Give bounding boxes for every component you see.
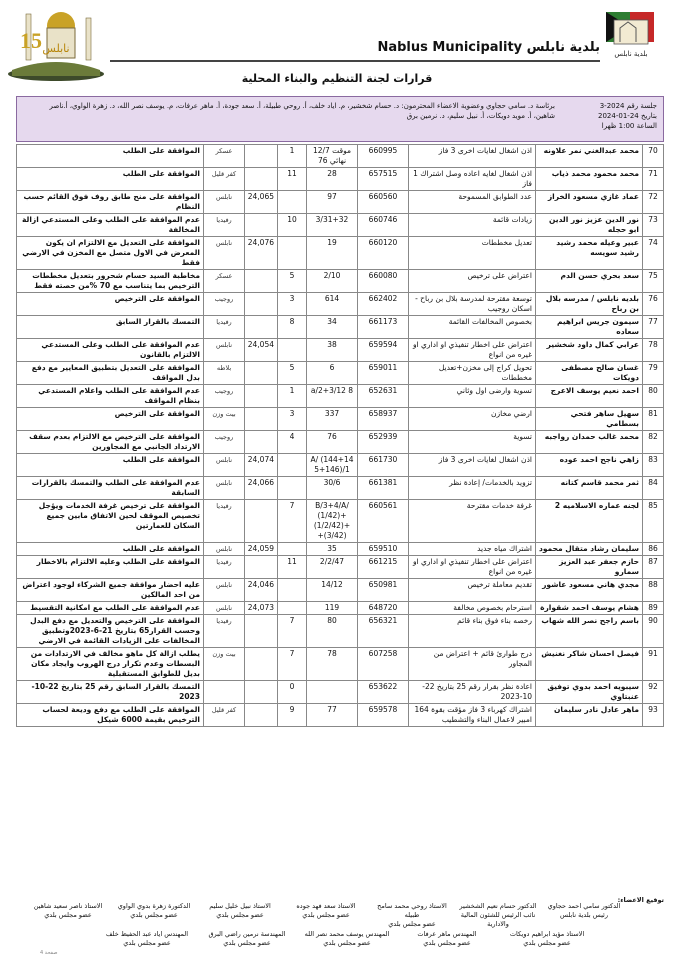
signature-block	[300, 930, 394, 948]
plot-number: 38	[307, 339, 358, 362]
block-number: 7	[278, 648, 307, 681]
basin-number	[245, 316, 278, 339]
application-id: 660080	[358, 270, 409, 293]
table-row	[17, 214, 664, 237]
decision-text: الموافقة على الطلب	[17, 543, 204, 556]
signatory-name: الدكتور حسام نعيم الشخشير	[459, 902, 537, 910]
row-number: 70	[643, 145, 664, 168]
row-number: 84	[643, 477, 664, 500]
block-number	[278, 339, 307, 362]
session-details	[573, 101, 657, 131]
request-type: اعادة نظر بقرار رقم 25 بتاريخ 22-10-2023	[409, 681, 536, 704]
request-type: ارضي مخازن	[409, 408, 536, 431]
request-type: اذن اشغال لغايات اخرى 3 فاز	[409, 145, 536, 168]
zone-name: نابلس	[204, 237, 245, 270]
applicant-name: لجنه عماره الاسلاميه 2	[536, 500, 643, 543]
row-number: 91	[643, 648, 664, 681]
signatory-role: عضو مجلس بلدي	[44, 911, 92, 919]
signature-block	[114, 902, 194, 920]
decision-text: عدم الموافقة على الطلب مع امكانية التقسيط	[17, 602, 204, 615]
zone-name: نابلس	[204, 543, 245, 556]
basin-number: 24,074	[245, 454, 278, 477]
basin-number	[245, 293, 278, 316]
decision-text: الموافقة على الطلب	[17, 168, 204, 191]
applicant-name: مجدي هاني مسعود عاشور	[536, 579, 643, 602]
basin-number	[245, 556, 278, 579]
table-row	[17, 602, 664, 615]
table-row	[17, 237, 664, 270]
request-type: بخصوص المخالفات القائمة	[409, 316, 536, 339]
decision-text: عدم الموافقة على الطلب واعلام المستدعي بنظام المواقف	[17, 385, 204, 408]
request-type: اعتراض على ترخيص	[409, 270, 536, 293]
signature-block	[28, 902, 108, 920]
decision-text: الموافقة على الطلب	[17, 145, 204, 168]
row-number: 72	[643, 191, 664, 214]
signature-block	[458, 902, 538, 929]
basin-number	[245, 168, 278, 191]
block-number: 11	[278, 168, 307, 191]
basin-number	[245, 704, 278, 727]
signatory-name: الاستاذ ناصر سعيد شاهين	[33, 902, 103, 910]
block-number: 3	[278, 293, 307, 316]
zone-name: نابلس	[204, 477, 245, 500]
block-number: 5	[278, 270, 307, 293]
application-id: 659011	[358, 362, 409, 385]
signatory-role: عضو مجلس بلدي	[388, 920, 436, 928]
block-number: 11	[278, 556, 307, 579]
signature-block	[286, 902, 366, 920]
zone-name: بيت وزن	[204, 648, 245, 681]
basin-number: 24,073	[245, 602, 278, 615]
decisions-table-body	[17, 145, 664, 727]
plot-number: 6	[307, 362, 358, 385]
zone-name: كفر قليل	[204, 168, 245, 191]
table-row	[17, 500, 664, 543]
basin-number: 24,046	[245, 579, 278, 602]
plot-number: 35	[307, 543, 358, 556]
signatory-role: عضو مجلس بلدي	[423, 939, 471, 947]
signatory-role: عضو مجلس بلدي	[323, 939, 371, 947]
row-number: 82	[643, 431, 664, 454]
applicant-name: سيمون جريس ابراهيم سعاده	[536, 316, 643, 339]
request-type: تسوية وارضى اول وثاني	[409, 385, 536, 408]
applicant-name: سليمان رشاد متقال محمود	[536, 543, 643, 556]
page-number: صفحة 4	[40, 950, 58, 956]
decision-text: يطلب ازالة كل ماهو مخالف في الارتدادات من البسطات وعدم تكرار درج الهروب وايجاد مكان بديل للطوابق المستقبلية	[17, 648, 204, 681]
application-id: 660120	[358, 237, 409, 270]
basin-number	[245, 385, 278, 408]
block-number: 10	[278, 214, 307, 237]
table-row	[17, 477, 664, 500]
municipality-name: Nablus Municipality بلدية نابلس	[377, 40, 600, 55]
zone-name: روجيب	[204, 385, 245, 408]
table-row	[17, 385, 664, 408]
zone-name: رفيديا	[204, 214, 245, 237]
signature-block	[372, 902, 452, 929]
signature-block	[200, 930, 294, 948]
plot-number: a/2+3/12 8	[307, 385, 358, 408]
signatory-name: المهندس ماهر عرفات	[417, 930, 477, 938]
plot-number: 77	[307, 704, 358, 727]
basin-number	[245, 431, 278, 454]
plot-number: 76	[307, 431, 358, 454]
application-id: 652939	[358, 431, 409, 454]
decision-text: الموافقة على الترخيص	[17, 408, 204, 431]
zone-name	[204, 681, 245, 704]
application-id: 660561	[358, 500, 409, 543]
municipality-seal-icon	[600, 8, 662, 64]
request-type: اشتراك كهرباء 3 فاز مؤقت بقوة 164 امبير لاعمال البناء والتشطيب	[409, 704, 536, 727]
decision-text: الموافقة على ترخيص غرفة الخدمات ويؤجل تخصيص الموقف لحين الاتفاق مابين جميع السكان للعمارتين	[17, 500, 204, 543]
application-id: 656321	[358, 615, 409, 648]
signature-block	[100, 930, 194, 948]
session-date: بتاريخ 24-01-2024	[598, 112, 657, 120]
decision-text: الموافقة على الترخيص والتعديل مع دفع البدل وحسب القرار65 بتاريخ 21-6-2023وتطبيق المخالفات على الزيادات القائمة في الارضي	[17, 615, 204, 648]
request-type: تسوية	[409, 431, 536, 454]
signatory-name: الاستاذ مؤيد ابراهيم دويكات	[509, 930, 585, 938]
block-number	[278, 191, 307, 214]
table-row	[17, 431, 664, 454]
mosque-emblem-icon	[6, 4, 106, 82]
zone-name: نابلس	[204, 602, 245, 615]
plot-number: 34	[307, 316, 358, 339]
block-number	[278, 579, 307, 602]
request-type: تحويل كراج إلى مخزن+تعديل مخططات	[409, 362, 536, 385]
signatory-name: الاستاذ روحي محمد سامح طبيله	[377, 902, 447, 919]
basin-number	[245, 145, 278, 168]
block-number	[278, 237, 307, 270]
signatory-name: الاستاذ نبيل خليل سليم	[209, 902, 271, 910]
table-row	[17, 615, 664, 648]
application-id: 607258	[358, 648, 409, 681]
signatory-role: عضو مجلس بلدي	[223, 939, 271, 947]
application-id: 660560	[358, 191, 409, 214]
request-type: درج طوارئ قائم + اعتراض من المجاور	[409, 648, 536, 681]
header-bar	[110, 38, 600, 62]
plot-number: 2/10	[307, 270, 358, 293]
signatures-section	[16, 896, 664, 956]
zone-name: رفيديا	[204, 615, 245, 648]
plot-number: 614	[307, 293, 358, 316]
table-row	[17, 191, 664, 214]
table-row	[17, 454, 664, 477]
table-row	[17, 293, 664, 316]
request-type: تعديل مخططات	[409, 237, 536, 270]
signature-block	[400, 930, 494, 948]
decision-text: الموافقة على الترخيص مع الالتزام بعدم سقف الارتداد الجانبي مع المجاورين	[17, 431, 204, 454]
block-number: 3	[278, 408, 307, 431]
table-row	[17, 704, 664, 727]
application-id: 659578	[358, 704, 409, 727]
signature-block	[544, 902, 624, 920]
block-number	[278, 543, 307, 556]
decision-text: الموافقة على التعديل مع الالتزام ان يكون المعرض في الاول متصل مع المخزن في الارضي فقط	[17, 237, 204, 270]
zone-name: نابلس	[204, 579, 245, 602]
table-row	[17, 543, 664, 556]
request-type: تقديم معاملة ترخيص	[409, 579, 536, 602]
zone-name: بيت وزن	[204, 408, 245, 431]
request-type: اذن اشغال لغايات اخرى 3 فاز	[409, 454, 536, 477]
basin-number	[245, 615, 278, 648]
row-number: 86	[643, 543, 664, 556]
zone-name: روجيب	[204, 293, 245, 316]
applicant-name: ثمر محمد قاسم كتانه	[536, 477, 643, 500]
signatory-name: المهندس يوسف محمد نصر الله	[304, 930, 390, 938]
plot-number: 3/31+32	[307, 214, 358, 237]
plot-number	[307, 681, 358, 704]
block-number: 1	[278, 385, 307, 408]
signatory-name: المهندس اياد عبد الحفيظ خلف	[105, 930, 189, 938]
row-number: 78	[643, 339, 664, 362]
basin-number	[245, 214, 278, 237]
zone-name: كفر قليل	[204, 704, 245, 727]
signatory-role: عضو مجلس بلدي	[130, 911, 178, 919]
basin-number: 24,066	[245, 477, 278, 500]
request-type: اعتراض على اخطار تنفيذي او اداري او غيره من انواع	[409, 339, 536, 362]
block-number: 0	[278, 681, 307, 704]
table-row	[17, 579, 664, 602]
application-id: 660995	[358, 145, 409, 168]
basin-number: 24,059	[245, 543, 278, 556]
signatory-name: الدكتور سامي احمد حجاوي	[547, 902, 621, 910]
row-number: 90	[643, 615, 664, 648]
decision-text: عدم الموافقة على الطلب وعلى المستدعي الالتزام بالقانون	[17, 339, 204, 362]
application-id: 653622	[358, 681, 409, 704]
row-number: 89	[643, 602, 664, 615]
table-row	[17, 270, 664, 293]
plot-number: 119	[307, 602, 358, 615]
block-number: 7	[278, 615, 307, 648]
nablus-municipality-logo	[600, 8, 662, 64]
zone-name: رفيديا	[204, 556, 245, 579]
application-id: 661730	[358, 454, 409, 477]
applicant-name: هشام يوسف احمد شقوارة	[536, 602, 643, 615]
applicant-name: سهيل ساهر فتحي بسطامي	[536, 408, 643, 431]
applicant-name: عرابي كمال داود شخشير	[536, 339, 643, 362]
zone-name: عسكر	[204, 145, 245, 168]
applicant-name: سيبويه احمد بدوي توفيق عنبتاوي	[536, 681, 643, 704]
row-number: 71	[643, 168, 664, 191]
plot-number: موقت 12/7 نهائي 76	[307, 145, 358, 168]
applicant-name: زاهي ناجح احمد عوده	[536, 454, 643, 477]
block-number: 5	[278, 362, 307, 385]
plot-number: 97	[307, 191, 358, 214]
applicant-name: حازم جعفر عبد العزيز سمارو	[536, 556, 643, 579]
row-number: 93	[643, 704, 664, 727]
table-row	[17, 362, 664, 385]
request-type: اذن اشغال لغايه اعاده وصل اشتراك 1 فاز	[409, 168, 536, 191]
applicant-name: غسان صالح مصطفى دويكات	[536, 362, 643, 385]
svg-text:نابلس: نابلس	[42, 42, 70, 55]
table-row	[17, 339, 664, 362]
basin-number	[245, 362, 278, 385]
application-id: 659510	[358, 543, 409, 556]
nablus-anniversary-logo	[6, 4, 106, 82]
application-id: 657515	[358, 168, 409, 191]
decision-text: الموافقة على الطلب	[17, 454, 204, 477]
basin-number: 24,065	[245, 191, 278, 214]
row-number: 87	[643, 556, 664, 579]
plot-number: B/3+4/A/ (1/42)+ (1/2/42)+ (3/42)+	[307, 500, 358, 543]
decision-text: التمسك بالقرار السابق	[17, 316, 204, 339]
block-number: 7	[278, 500, 307, 543]
plot-number: 2/2/47	[307, 556, 358, 579]
request-type: تزويد بالخدمات/ إعادة نظر	[409, 477, 536, 500]
row-number: 75	[643, 270, 664, 293]
decision-text: التمسك بالقرار السابق رقم 25 بتاريخ 22-10-2023	[17, 681, 204, 704]
decision-text: عدم الموافقة على الطلب وعلى المستدعي ازالة المخالفة	[17, 214, 204, 237]
row-number: 85	[643, 500, 664, 543]
request-type: استرحام بخصوص مخالفة	[409, 602, 536, 615]
table-row	[17, 648, 664, 681]
applicant-name: محمد غالب حمدان رواجبه	[536, 431, 643, 454]
signature-block	[500, 930, 594, 948]
block-number: 1	[278, 145, 307, 168]
zone-name: بلاطه	[204, 362, 245, 385]
block-number: 8	[278, 316, 307, 339]
row-number: 80	[643, 385, 664, 408]
applicant-name: ماهر عادل نادر سليمان	[536, 704, 643, 727]
plot-number: 19	[307, 237, 358, 270]
decision-text: الموافقة على منح طابق روف فوق القائم حسب النظام	[17, 191, 204, 214]
application-id: 659594	[358, 339, 409, 362]
basin-number: 24,076	[245, 237, 278, 270]
row-number: 88	[643, 579, 664, 602]
decision-text: الموافقة على الطلب وعليه الالتزام بالاخطار	[17, 556, 204, 579]
table-row	[17, 168, 664, 191]
zone-name: رفيديا	[204, 316, 245, 339]
row-number: 77	[643, 316, 664, 339]
applicant-name: نور الدين عزيز نور الدين ابو حجله	[536, 214, 643, 237]
plot-number: 337	[307, 408, 358, 431]
signatures-label: توقيع الاعضاء:	[617, 896, 664, 904]
row-number: 83	[643, 454, 664, 477]
decision-text: عدم الموافقة على الطلب والتمسك بالقرارات السابقة	[17, 477, 204, 500]
table-row	[17, 408, 664, 431]
block-number: 9	[278, 704, 307, 727]
signatory-role: عضو مجلس بلدي	[523, 939, 571, 947]
zone-name: نابلس	[204, 191, 245, 214]
request-type: اشتراك مياه جديد	[409, 543, 536, 556]
basin-number	[245, 408, 278, 431]
row-number: 81	[643, 408, 664, 431]
plot-number: 28	[307, 168, 358, 191]
application-id: 648720	[358, 602, 409, 615]
block-number	[278, 454, 307, 477]
request-type: غرفة خدمات مقترحة	[409, 500, 536, 543]
signatory-role: رئيس بلدية نابلس	[559, 911, 609, 919]
block-number: 4	[278, 431, 307, 454]
basin-number	[245, 270, 278, 293]
request-type: توسعة مقترحة لمدرسة بلال بن رباح - اسكان روجيب	[409, 293, 536, 316]
block-number	[278, 477, 307, 500]
zone-name: عسكر	[204, 270, 245, 293]
decision-text: الموافقة على التعديل بتطبيق المعايير مع دفع بدل المواقف	[17, 362, 204, 385]
signatory-role: عضو مجلس بلدي	[216, 911, 264, 919]
plot-number: 14/12	[307, 579, 358, 602]
signatory-role: عضو مجلس بلدي	[123, 939, 171, 947]
applicant-name: عماد غازي مسعود الخراز	[536, 191, 643, 214]
zone-name: رفيديا	[204, 500, 245, 543]
request-type: اعتراض على اخطار تنفيذي او اداري او غيره من انواع	[409, 556, 536, 579]
application-id: 661381	[358, 477, 409, 500]
applicant-name: محمد محمود محمد ذياب	[536, 168, 643, 191]
signatory-role: نائب الرئيس للشئون المالية والادارية	[460, 911, 536, 928]
decision-text: الموافقة على الترخيص	[17, 293, 204, 316]
row-number: 92	[643, 681, 664, 704]
request-type: زيادات قائمة	[409, 214, 536, 237]
table-row	[17, 145, 664, 168]
decision-text: الموافقة على الطلب مع دفع وديعة لحساب الترخيص بقيمة 6000 شيكل	[17, 704, 204, 727]
application-id: 662402	[358, 293, 409, 316]
applicant-name: احمد نعيم يوسف الاعرج	[536, 385, 643, 408]
session-attendance: برئاسة د. سامي حجاوي وعضوية الاعضاء المحترمون: د. حسام شخشير، م. اياد خلف، أ. روحي طبيلة، أ. سعد جودة، أ. ماهر عرفات، م. يوسف نصر الله، د. زهرة الواوي، أ.ناصر شاهين، أ. مويد دويكات، أ. نبيل سليم، د. نرمين برق	[49, 102, 555, 120]
applicant-name: عبير وعيله محمد رشيد رشيد سويسه	[536, 237, 643, 270]
row-number: 74	[643, 237, 664, 270]
table-row	[17, 556, 664, 579]
basin-number	[245, 648, 278, 681]
svg-text:15: 15	[20, 28, 42, 53]
application-id: 652631	[358, 385, 409, 408]
application-id: 661173	[358, 316, 409, 339]
applicant-name: باسم راجح نصر الله شهاب	[536, 615, 643, 648]
page-title: قرارات لجنة التنظيم والبناء المحلية	[241, 72, 433, 85]
decision-text: مخاطبة السيد حسام شحرور بتعديل مخططات الترخيص بما يتناسب مع 70 %من حصته فقط	[17, 270, 204, 293]
basin-number	[245, 500, 278, 543]
block-number	[278, 602, 307, 615]
applicant-name: بلديه نابلس / مدرسه بلال بن رباح	[536, 293, 643, 316]
zone-name: نابلس	[204, 454, 245, 477]
application-id: 658937	[358, 408, 409, 431]
row-number: 76	[643, 293, 664, 316]
signatory-name: الاستاذ سعد فهد جوده	[296, 902, 356, 910]
request-type: عدد الطوابق المسموحة	[409, 191, 536, 214]
application-id: 661215	[358, 556, 409, 579]
zone-name: روجيب	[204, 431, 245, 454]
svg-text:بلدية نابلس: بلدية نابلس	[614, 50, 648, 58]
basin-number: 24,054	[245, 339, 278, 362]
plot-number: A/ (144+14 5+146)/1	[307, 454, 358, 477]
plot-number: 30/6	[307, 477, 358, 500]
page-header	[0, 0, 674, 88]
table-row	[17, 316, 664, 339]
signature-block	[200, 902, 280, 920]
plot-number: 78	[307, 648, 358, 681]
signatory-name: المهندسة نرمين راضي البرق	[208, 930, 286, 938]
session-time: الساعة 1:00 ظهرا	[601, 122, 657, 130]
decision-text: عليه احضار موافقة جميع الشركاء لوجود اعتراض من احد المالكين	[17, 579, 204, 602]
session-info-box	[16, 96, 664, 142]
row-number: 73	[643, 214, 664, 237]
signatory-role: عضو مجلس بلدي	[302, 911, 350, 919]
decisions-table	[16, 144, 664, 727]
applicant-name: سعد بحري حسن الدم	[536, 270, 643, 293]
plot-number: 80	[307, 615, 358, 648]
row-number: 79	[643, 362, 664, 385]
zone-name: نابلس	[204, 339, 245, 362]
applicant-name: فيصل احسان شاكر نغنيش	[536, 648, 643, 681]
application-id: 660746	[358, 214, 409, 237]
request-type: رخصه بناء فوق بناء قائم	[409, 615, 536, 648]
table-row	[17, 681, 664, 704]
signatory-name: الدكتورة زهرة بدوي الواوي	[117, 902, 191, 910]
application-id: 650981	[358, 579, 409, 602]
basin-number	[245, 681, 278, 704]
session-number: جلسة رقم 2024-3	[599, 102, 657, 110]
applicant-name: محمد عبدالغني نمر علاونه	[536, 145, 643, 168]
